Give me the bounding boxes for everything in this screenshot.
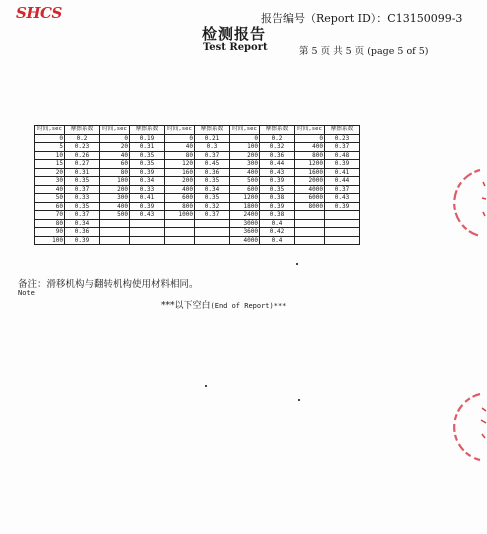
col-header-time: 时间,sec: [100, 126, 130, 135]
table-row: [35, 194, 360, 203]
table-row: [35, 168, 360, 177]
end-of-report: [161, 298, 286, 311]
time-cell: 800: [165, 202, 195, 211]
friction-cell: 0.2: [65, 134, 100, 143]
time-cell: 70: [35, 211, 65, 220]
end-of-report-en: (End of Report)***: [210, 302, 287, 310]
friction-cell: 0.35: [260, 185, 295, 194]
time-cell: 400: [165, 185, 195, 194]
time-cell: 600: [230, 185, 260, 194]
friction-cell: 0.27: [65, 160, 100, 169]
friction-cell: 0.36: [65, 228, 100, 237]
time-cell: 0: [295, 134, 325, 143]
time-cell: 80: [100, 168, 130, 177]
col-header-friction: 摩擦系数: [260, 126, 295, 135]
time-cell: 1600: [295, 168, 325, 177]
friction-cell: [195, 228, 230, 237]
remark-text: 备注：滑移机构与翻转机构使用材料相同。: [18, 279, 199, 290]
time-cell: 200: [165, 177, 195, 186]
friction-cell: [325, 211, 360, 220]
time-cell: 100: [100, 177, 130, 186]
time-cell: 20: [35, 168, 65, 177]
time-cell: 50: [35, 194, 65, 203]
time-cell: [165, 228, 195, 237]
time-cell: 4000: [295, 185, 325, 194]
friction-cell: 0.31: [65, 168, 100, 177]
friction-cell: 0.35: [65, 177, 100, 186]
time-cell: 160: [165, 168, 195, 177]
friction-cell: 0.34: [130, 177, 165, 186]
time-cell: 6000: [295, 194, 325, 203]
friction-cell: 0.32: [195, 202, 230, 211]
col-header-friction: 摩擦系数: [130, 126, 165, 135]
friction-cell: 0.39: [260, 202, 295, 211]
friction-cell: 0.38: [260, 211, 295, 220]
time-cell: 100: [35, 236, 65, 245]
col-header-time: 时间,sec: [35, 126, 65, 135]
table-row: [35, 160, 360, 169]
friction-cell: 0.19: [130, 134, 165, 143]
time-cell: 1200: [295, 160, 325, 169]
time-cell: [165, 236, 195, 245]
friction-cell: [130, 219, 165, 228]
table-row: [35, 202, 360, 211]
seal-stamp-partial: [452, 168, 487, 238]
time-cell: 40: [100, 151, 130, 160]
time-cell: 200: [230, 151, 260, 160]
table-row: [35, 143, 360, 152]
friction-cell: [325, 219, 360, 228]
friction-cell: 0.3: [195, 143, 230, 152]
page-info: 第 5 页 共 5 页 (page 5 of 5): [299, 46, 429, 57]
friction-cell: 0.39: [65, 236, 100, 245]
report-id: 报告编号（Report ID）：C13150099-3: [261, 12, 463, 25]
remark-label-en: Note: [18, 289, 35, 297]
friction-cell: 0.39: [130, 202, 165, 211]
report-title-en: Test Report: [203, 42, 268, 53]
friction-cell: 0.36: [195, 168, 230, 177]
time-cell: [295, 236, 325, 245]
friction-cell: 0.36: [260, 151, 295, 160]
time-cell: 400: [230, 168, 260, 177]
friction-cell: 0.23: [65, 143, 100, 152]
report-title-cn: 检测报告: [202, 25, 267, 43]
table-row: [35, 211, 360, 220]
friction-cell: 0.37: [325, 143, 360, 152]
time-cell: 500: [230, 177, 260, 186]
friction-data-table: [34, 125, 360, 245]
friction-cell: 0.32: [260, 143, 295, 152]
time-cell: 80: [165, 151, 195, 160]
time-cell: 2000: [295, 177, 325, 186]
scan-speck: [205, 385, 207, 387]
friction-cell: 0.39: [260, 177, 295, 186]
col-header-friction: 摩擦系数: [195, 126, 230, 135]
time-cell: [295, 228, 325, 237]
table-row: [35, 236, 360, 245]
time-cell: 400: [100, 202, 130, 211]
col-header-friction: 摩擦系数: [325, 126, 360, 135]
col-header-friction: 摩擦系数: [65, 126, 100, 135]
friction-cell: 0.23: [325, 134, 360, 143]
time-cell: 300: [230, 160, 260, 169]
table-row: [35, 151, 360, 160]
time-cell: [100, 236, 130, 245]
table-row: [35, 219, 360, 228]
time-cell: 30: [35, 177, 65, 186]
time-cell: 0: [100, 134, 130, 143]
friction-cell: 0.48: [325, 151, 360, 160]
table-row: [35, 134, 360, 143]
friction-cell: 0.44: [260, 160, 295, 169]
friction-cell: 0.35: [65, 202, 100, 211]
friction-cell: 0.43: [130, 211, 165, 220]
time-cell: 20: [100, 143, 130, 152]
table-row: [35, 185, 360, 194]
time-cell: 1000: [165, 211, 195, 220]
friction-cell: [325, 228, 360, 237]
time-cell: 100: [230, 143, 260, 152]
friction-cell: 0.37: [195, 211, 230, 220]
friction-cell: 0.35: [195, 194, 230, 203]
time-cell: 300: [100, 194, 130, 203]
time-cell: 0: [35, 134, 65, 143]
time-cell: 80: [35, 219, 65, 228]
table-header-row: [35, 126, 360, 135]
time-cell: 2400: [230, 211, 260, 220]
friction-cell: 0.37: [65, 185, 100, 194]
time-cell: 40: [165, 143, 195, 152]
friction-cell: 0.34: [195, 185, 230, 194]
time-cell: 0: [230, 134, 260, 143]
time-cell: [100, 228, 130, 237]
friction-cell: 0.35: [130, 160, 165, 169]
friction-cell: [195, 236, 230, 245]
time-cell: 40: [35, 185, 65, 194]
time-cell: 1200: [230, 194, 260, 203]
col-header-time: 时间,sec: [230, 126, 260, 135]
friction-cell: [130, 228, 165, 237]
friction-cell: 0.26: [65, 151, 100, 160]
friction-cell: 0.34: [65, 219, 100, 228]
time-cell: 400: [295, 143, 325, 152]
friction-cell: [325, 236, 360, 245]
table-row: [35, 228, 360, 237]
time-cell: [295, 211, 325, 220]
friction-cell: 0.39: [325, 160, 360, 169]
seal-stamp-partial: [452, 392, 487, 462]
end-of-report-main: ***以下空白: [161, 301, 211, 311]
col-header-time: 时间,sec: [295, 126, 325, 135]
friction-cell: 0.42: [260, 228, 295, 237]
friction-cell: 0.41: [325, 168, 360, 177]
friction-cell: 0.38: [260, 194, 295, 203]
friction-cell: 0.31: [130, 143, 165, 152]
time-cell: 200: [100, 185, 130, 194]
friction-cell: 0.2: [260, 134, 295, 143]
time-cell: [100, 219, 130, 228]
time-cell: 5: [35, 143, 65, 152]
col-header-time: 时间,sec: [165, 126, 195, 135]
time-cell: 600: [165, 194, 195, 203]
friction-cell: 0.4: [260, 236, 295, 245]
company-logo: SHCS: [16, 4, 62, 22]
table-body: [35, 134, 360, 245]
time-cell: [165, 219, 195, 228]
time-cell: 800: [295, 151, 325, 160]
time-cell: 90: [35, 228, 65, 237]
scan-speck: [298, 399, 300, 401]
time-cell: 4000: [230, 236, 260, 245]
friction-cell: 0.33: [65, 194, 100, 203]
time-cell: 15: [35, 160, 65, 169]
friction-cell: 0.45: [195, 160, 230, 169]
time-cell: 60: [100, 160, 130, 169]
time-cell: [295, 219, 325, 228]
time-cell: 500: [100, 211, 130, 220]
time-cell: 1800: [230, 202, 260, 211]
time-cell: 0: [165, 134, 195, 143]
friction-cell: 0.37: [65, 211, 100, 220]
friction-cell: 0.4: [260, 219, 295, 228]
table-row: [35, 177, 360, 186]
friction-cell: 0.43: [260, 168, 295, 177]
scan-speck: [296, 263, 298, 265]
friction-cell: [130, 236, 165, 245]
friction-cell: 0.37: [195, 151, 230, 160]
friction-cell: 0.35: [130, 151, 165, 160]
time-cell: 3000: [230, 219, 260, 228]
friction-cell: 0.44: [325, 177, 360, 186]
time-cell: 60: [35, 202, 65, 211]
friction-cell: 0.37: [325, 185, 360, 194]
time-cell: 3600: [230, 228, 260, 237]
friction-cell: 0.41: [130, 194, 165, 203]
friction-cell: [195, 219, 230, 228]
time-cell: 120: [165, 160, 195, 169]
friction-cell: 0.39: [130, 168, 165, 177]
friction-cell: 0.39: [325, 202, 360, 211]
friction-cell: 0.35: [195, 177, 230, 186]
friction-cell: 0.21: [195, 134, 230, 143]
friction-cell: 0.43: [325, 194, 360, 203]
time-cell: 10: [35, 151, 65, 160]
friction-cell: 0.33: [130, 185, 165, 194]
time-cell: 8000: [295, 202, 325, 211]
